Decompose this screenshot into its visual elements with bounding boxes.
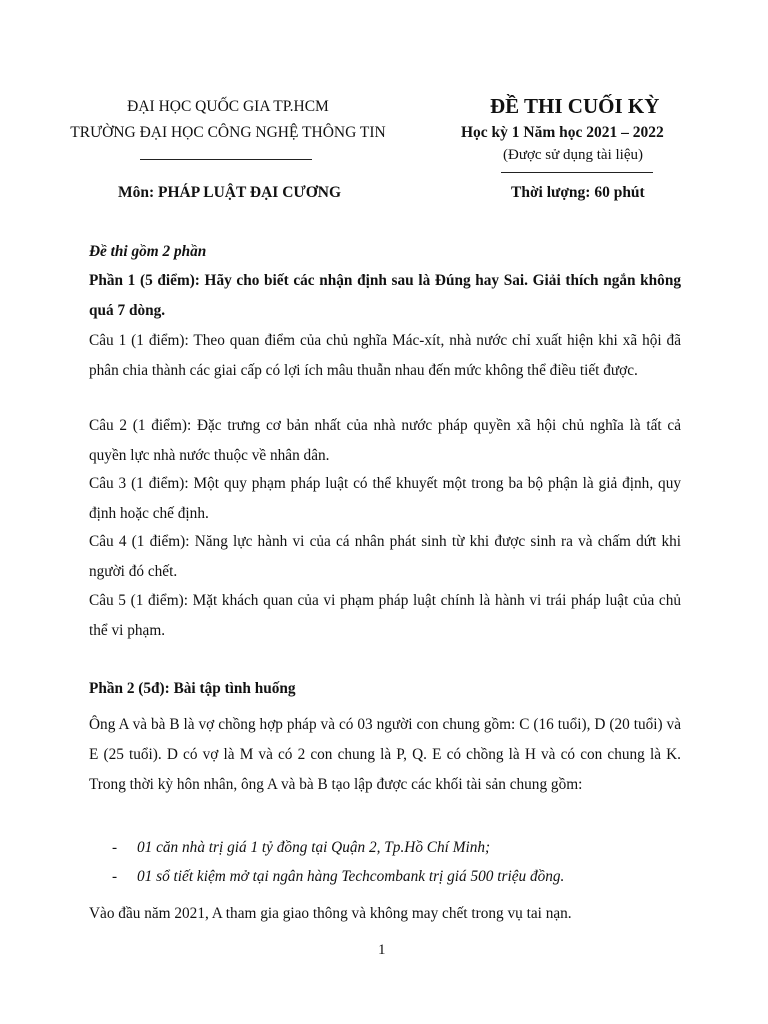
bullet-marker-2: - [112,868,118,885]
question-4: Câu 4 (1 điểm): Năng lực hành vi của cá nhân phát sinh từ khi được sinh ra và chấm dứt khi người đó chết. [89,533,681,580]
case-paragraph: Ông A và bà B là vợ chồng hợp pháp và có 03 người con chung gồm: C (16 tuổi), D (20 tuổi) và E (25 tuổi). D có vợ là M và có 2 con chung là P, Q. E có chồng là H và có con chung là K. Trong thời kỳ hôn nhân, ông A và bà B tạo lập được các khối tài sản chung gồm: [89,716,681,793]
header-left-rule [140,159,312,160]
duration: Thời lượng: 60 phút [511,184,645,201]
exam-title: ĐỀ THI CUỐI KỲ [490,94,660,118]
school-name: TRƯỜNG ĐẠI HỌC CÔNG NGHỆ THÔNG TIN [70,124,386,141]
part2-heading: Phần 2 (5đ): Bài tập tình huống [89,680,296,697]
asset-bullet-2: 01 sổ tiết kiệm mở tại ngân hàng Techcombank trị giá 500 triệu đồng. [137,868,565,885]
exam-intro: Đề thi gồm 2 phần [89,243,207,260]
header-right-rule [501,172,653,173]
bullet-marker-1: - [112,839,118,856]
case-closing: Vào đầu năm 2021, A tham gia giao thông và không may chết trong vụ tai nạn. [89,905,572,922]
part1-heading: Phần 1 (5 điểm): Hãy cho biết các nhận định sau là Đúng hay Sai. Giải thích ngắn không quá 7 dòng. [89,272,681,319]
asset-bullet-1: 01 căn nhà trị giá 1 tỷ đồng tại Quận 2, Tp.Hồ Chí Minh; [137,839,491,856]
university-name: ĐẠI HỌC QUỐC GIA TP.HCM [127,98,329,115]
question-3: Câu 3 (1 điểm): Một quy phạm pháp luật có thể khuyết một trong ba bộ phận là giả định, quy định hoặc chế định. [89,475,681,522]
page-number: 1 [378,942,386,958]
subject: Môn: PHÁP LUẬT ĐẠI CƯƠNG [118,184,342,201]
materials-note: (Được sử dụng tài liệu) [503,147,643,163]
question-1: Câu 1 (1 điểm): Theo quan điểm của chủ nghĩa Mác-xít, nhà nước chỉ xuất hiện khi xã hội đã phân chia thành các giai cấp có lợi ích mâu thuẫn nhau đến mức không thể điều tiết được. [89,332,681,379]
semester-info: Học kỳ 1 Năm học 2021 – 2022 [461,124,664,141]
question-5: Câu 5 (1 điểm): Mặt khách quan của vi phạm pháp luật chính là hành vi trái pháp luật của chủ thể vi phạm. [89,592,681,639]
question-2: Câu 2 (1 điểm): Đặc trưng cơ bản nhất của nhà nước pháp quyền xã hội chủ nghĩa là tất cả quyền lực nhà nước thuộc về nhân dân. [89,417,681,464]
